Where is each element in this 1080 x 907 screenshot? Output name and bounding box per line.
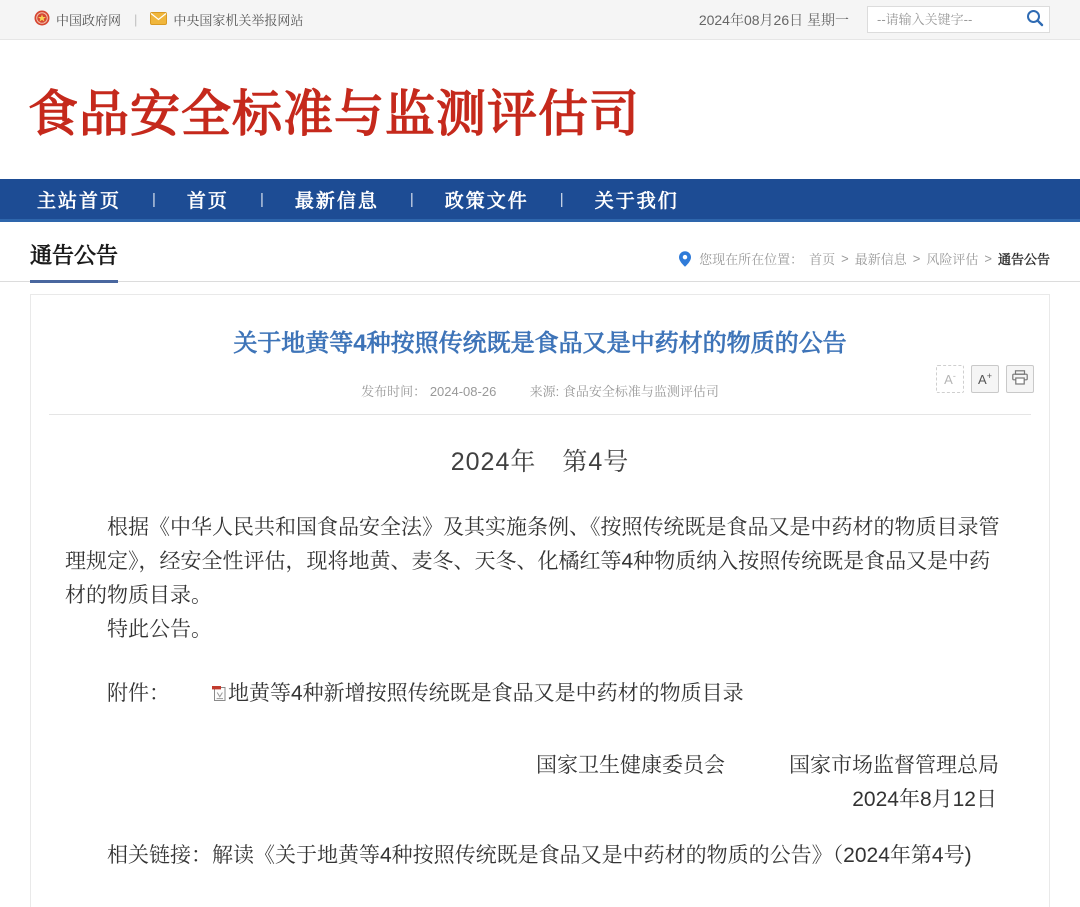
article-paragraph-1: 根据《中华人民共和国食品安全法》及其实施条例、《按照传统既是食品又是中药材的物质目录管理规定》，经安全性评估，现将地黄、麦冬、天冬、化橘红等4种物质纳入按照传统既是食品又是中药材的物质目录。 (65, 516, 1000, 607)
topbar-left (34, 10, 303, 29)
related-interpretation-link[interactable]: 解读《关于地黄等4种按照传统既是食品又是中药材的物质的公告》（2024年第4号) (212, 844, 972, 867)
attachment-label: 附件： (107, 682, 170, 705)
printer-icon (1012, 370, 1028, 388)
breadcrumb-separator: > (984, 251, 992, 266)
report-website-label: 中央国家机关举报网站 (173, 13, 304, 28)
nav-item-policy-documents[interactable]: 政策文件 (444, 190, 529, 212)
nav-item-main-home[interactable]: 主站首页 (37, 190, 122, 212)
font-increase-sign: + (986, 371, 992, 381)
national-emblem-icon (34, 10, 50, 29)
section-row (0, 222, 1080, 282)
signature-date: 2024年8月12日 (852, 788, 997, 811)
source-value: 食品安全标准与监测评估司 (562, 384, 719, 399)
publish-time-label: 发布时间： (361, 384, 427, 399)
breadcrumb-current: 通告公告 (997, 252, 1050, 267)
gov-website-link[interactable] (34, 10, 121, 29)
nav-separator: | (559, 190, 564, 208)
attachment-link[interactable]: 地黄等4种新增按照传统既是食品又是中药材的物质目录 (228, 682, 744, 705)
font-increase-letter: A (978, 371, 987, 387)
document-number: 2024年 第4号 (450, 448, 630, 476)
breadcrumb-separator: > (912, 251, 921, 266)
nav-separator: | (152, 190, 156, 208)
article-container (30, 294, 1050, 907)
signature-health-commission: 国家卫生健康委员会 (536, 754, 725, 777)
print-button[interactable] (1006, 365, 1034, 393)
attachment-line (65, 677, 1009, 713)
site-title: 食品安全标准与监测评估司 (28, 85, 640, 142)
article-paragraph-2: 特此公告。 (107, 618, 212, 641)
main-navigation (0, 179, 1080, 222)
topbar-right (699, 6, 1050, 33)
search-box (867, 6, 1050, 33)
font-decrease-button[interactable] (936, 365, 964, 393)
site-banner (0, 40, 1080, 179)
topbar (0, 0, 1080, 40)
nav-item-home[interactable]: 首页 (186, 190, 229, 212)
article-body (31, 511, 1049, 873)
breadcrumb-location-label: 您现在所在位置： (699, 252, 804, 267)
location-pin-icon (679, 251, 691, 267)
topbar-separator: | (134, 12, 138, 27)
breadcrumb-home[interactable]: 首页 (809, 252, 836, 267)
meta-divider (49, 414, 1031, 415)
signature-market-regulation: 国家市场监督管理总局 (789, 754, 999, 777)
nav-item-latest-news[interactable]: 最新信息 (294, 190, 379, 212)
gov-website-label: 中国政府网 (56, 13, 122, 28)
source-label: 来源: (529, 384, 560, 399)
nav-separator: | (259, 190, 264, 208)
attachment-file-icon (170, 679, 227, 713)
search-button[interactable] (1022, 8, 1048, 30)
breadcrumb-separator: > (841, 251, 849, 266)
breadcrumb-latest-news[interactable]: 最新信息 (854, 252, 907, 267)
article-tools (936, 365, 1034, 393)
nav-item-about-us[interactable]: 关于我们 (594, 190, 679, 212)
breadcrumb-risk-assessment[interactable]: 风险评估 (926, 252, 979, 267)
article-title: 关于地黄等4种按照传统既是食品又是中药材的物质的公告 (233, 330, 847, 357)
font-decrease-letter: A (944, 371, 953, 387)
related-links-label: 相关链接： (107, 844, 212, 867)
font-decrease-sign: - (952, 371, 956, 381)
signature-line (65, 749, 1009, 783)
current-date: 2024年08月26日 星期一 (698, 11, 849, 28)
nav-separator: | (409, 190, 414, 208)
report-website-link[interactable] (150, 10, 303, 29)
section-title: 通告公告 (30, 239, 118, 283)
font-increase-button[interactable] (971, 365, 999, 393)
search-icon (1026, 9, 1044, 30)
mail-report-icon (150, 12, 167, 28)
article-meta (31, 381, 1049, 400)
publish-date: 2024-08-26 (429, 384, 497, 399)
related-links-line (65, 839, 1009, 873)
breadcrumb (679, 249, 1050, 281)
